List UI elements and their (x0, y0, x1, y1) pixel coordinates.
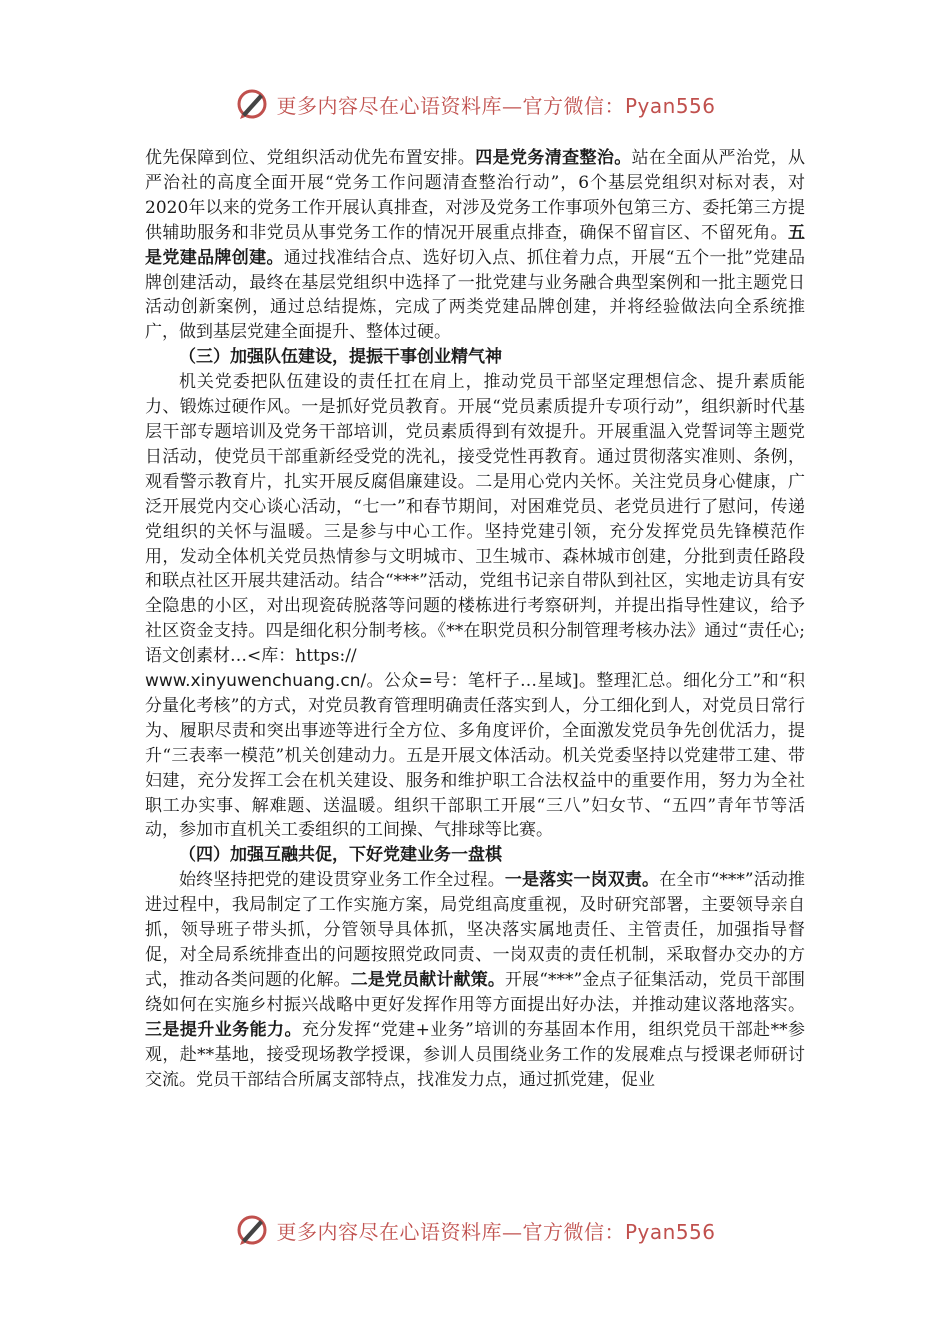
paragraph-text: 始终坚持把党的建设贯穿业务工作全过程。 (179, 870, 505, 891)
bold-lead-phrase: 四是党务清查整治。 (475, 148, 632, 168)
paragraph-text: 开展“***”金点子征集活动，党员干部围绕如何在实施乡村振兴战略中更好发挥作用等方面提出好办法，并推动建议落地落实。 (145, 969, 805, 1015)
paragraph-party-affairs (145, 146, 805, 345)
header-banner (0, 84, 950, 124)
section-heading-3: （三）加强队伍建设，提振干事创业精气神 (179, 347, 502, 368)
paragraph-text: 在全市“***”活动推进过程中，我局制定了工作实施方案，局党组高度重视，及时研究部署，主要领导亲自抓，领导班子带头抓，分管领导具体抓，坚决落实属地责任、主管责任，加强指导督促，对全局系统排查出的问题按照党政同责、一岗双责的责任机制，采取督办交办的方式，推动各类问题的化解。 (145, 870, 806, 990)
document-body (145, 146, 805, 1092)
paragraph-team-building: 机关党委把队伍建设的责任扛在肩上，推动党员干部坚定理想信念、提升素质能力、锻炼过硬作风。一是抓好党员教育。开展“党员素质提升专项行动”，组织新时代基层干部专题培训及党务干部培训，党员素质得到有效提升。开展重温入党誓词等主题党日活动，使党员干部重新经受党的洗礼，接受党性再教育。通过贯彻落实准则、条例，观看警示教育片，扎实开展反腐倡廉建设。二是用心党内关怀。关注党员身心健康，广泛开展党内交心谈心活动，“七一”和春节期间，对困难党员、老党员进行了慰问，传递党组织的关怀与温暖。三是参与中心工作。坚持党建引领，充分发挥党员先锋模范作用，发动全体机关党员热情参与文明城市、卫生城市、森林城市创建，分批到责任路段和联点社区开展共建活动。结合“***”活动，党组书记亲自带队到社区，实地走访具有安全隐患的小区，对出现瓷砖脱落等问题的楼栋进行考察研判，并提出指导性建议，给予社区资金支持。四是细化积分制考核。《**在职党员积分制管理考核办法》通过“责任心;语文创素材…<库：https:// www.xinyuwenchuang.cn/。公众=号：笔杆子…星域]。整理汇总。细化分工”和“积分量化考核”的方式，对党员教育管理明确责任落实到人，分工细化到人，对党员日常行为、履职尽责和突出事迹等进行全方位、多角度评价，全面激发党员争先创优活力，提升“三表率一模范”机关创建动力。五是开展文体活动。机关党委坚持以党建带工建、带妇建，充分发挥工会在机关建设、服务和维护职工合法权益中的重要作用，努力为全社职工办实事、解难题、送温暖。组织干部职工开展“三八”妇女节、“五四”青年节等活动，参加市直机关工委组织的工间操、气排球等比赛。 (145, 372, 805, 841)
footer-banner (0, 1210, 950, 1250)
bold-lead-phrase: 二是党员献计献策。 (350, 969, 505, 990)
paragraph-integration (145, 868, 805, 1092)
paragraph-text: 优先保障到位、党组织活动优先布置安排。 (145, 148, 476, 168)
bold-lead-phrase: 一是落实一岗双责。 (504, 870, 660, 891)
section-heading-4: （四）加强互融共促，下好党建业务一盘棋 (179, 845, 502, 866)
banner-text: 更多内容尽在心语资料库—官方微信：Pyan556 (276, 93, 716, 118)
paragraph-text: 站在全面从严治党，从严治社的高度全面开展“党务工作问题清查整治行动”，6个基层党组织对标对表，对2020年以来的党务工作开展认真排查，对涉及党务工作事项外包第三方、委托第三方提供辅助服务和非党员从事党务工作的情况开展重点排查，确保不留盲区、不留死角。 (145, 148, 806, 243)
pen-logo-icon (234, 86, 270, 122)
source-url: www.xinyuwenchuang.cn/ (145, 671, 367, 692)
bold-lead-phrase: 三是提升业务能力。 (145, 1019, 302, 1040)
banner-text: 更多内容尽在心语资料库—官方微信：Pyan556 (276, 1219, 716, 1244)
paragraph-text: 通过找准结合点、选好切入点、抓住着力点，开展“五个一批”党建品牌创建活动，最终在基层党组织中选择了一批党建与业务融合典型案例和一批主题党日活动创新案例，通过总结提炼，完成了两类党建品牌创建，并将经验做法向全系统推广，做到基层党建全面提升、整体过硬。 (145, 247, 805, 343)
pen-logo-icon (234, 1212, 270, 1248)
bold-lead-phrase: 五是党建品牌创建。 (145, 222, 805, 268)
paragraph-text: 充分发挥“党建+业务”培训的夯基固本作用，组织党员干部赴**参观，赴**基地，接受现场教学授课，参训人员围绕业务工作的发展难点与授课老师研讨交流。党员干部结合所属支部特点，找准发力点，通过抓党建，促业 (145, 1019, 806, 1090)
